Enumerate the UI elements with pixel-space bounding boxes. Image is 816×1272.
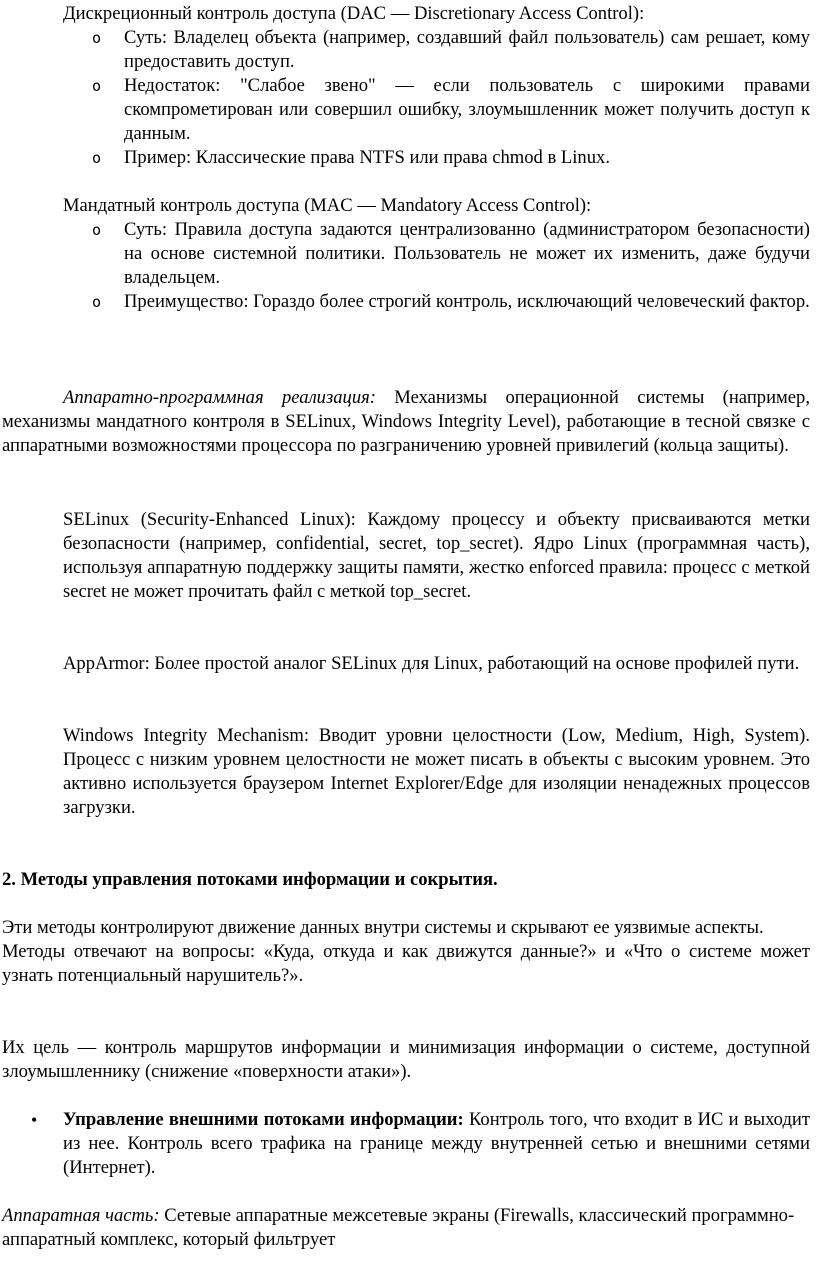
hardware-text: Сетевые аппаратные межсетевые экраны (Firewalls, классический программно-аппаратный комплекс, который фильтрует (2, 1205, 795, 1250)
section-2-goal (0, 1036, 816, 1084)
mac-list (0, 218, 816, 314)
apparmor-paragraph: AppArmor: Более простой аналог SELinux для Linux, работающий на основе профилей пути. (63, 653, 800, 674)
hw-sw-label: Аппаратно-программная реализация: (63, 387, 376, 408)
hw-sw-paragraph (0, 386, 816, 458)
mac-item-text: Суть: Правила доступа задаются централизованно (администратором безопасности) на основе системной политики. Пользователь не может их изменить, даже будучи владельцем. (124, 219, 810, 288)
dac-title: Дискреционный контроль доступа (DAC — Discretionary Access Control): (63, 3, 645, 24)
wim-paragraph: Windows Integrity Mechanism: Вводит уровни целостности (Low, Medium, High, System). Процесс с низким уровнем целостности не может писать в объекты с высоким уровнем. Это активно используется браузером Internet Explorer/Edge для изоляции ненадежных процессов загрузки. (63, 725, 810, 818)
list-marker: o (92, 29, 102, 47)
list-marker: o (92, 293, 102, 311)
list-marker: o (92, 149, 102, 167)
hardware-section (0, 1204, 816, 1252)
section-2-intro (0, 916, 816, 988)
mac-item-essence (0, 218, 816, 290)
bullet-label: Управление внешними потоками информации: (63, 1109, 464, 1130)
dac-section (0, 2, 816, 170)
list-marker: o (92, 77, 102, 95)
mac-section (0, 194, 816, 314)
section-2-bullets (0, 1108, 816, 1180)
hw-sw-text: Механизмы операционной системы (например, механизмы мандатного контроля в SELinux, Windows Integrity Level), работающие в тесной связке с аппаратными возможностями процессора по разграничению уровней привилегий (кольца защиты). (2, 387, 810, 456)
section-2-paragraph-3: Их цель — контроль маршрутов информации и минимизация информации о системе, доступной злоумышленнику (снижение «поверхности атаки»). (2, 1037, 810, 1082)
wim-section (0, 724, 816, 820)
dac-item-example (0, 146, 816, 170)
mac-item-text: Преимущество: Гораздо более строгий контроль, исключающий человеческий фактор. (124, 291, 810, 312)
dac-item-text: Суть: Владелец объекта (например, создавший файл пользователь) сам решает, кому предоставить доступ. (124, 27, 810, 72)
hardware-label: Аппаратная часть: (2, 1205, 160, 1226)
bullet-text: Контроль того, что входит в ИС и выходит из нее. Контроль всего трафика на границе между внутренней сетью и внешними сетями (Интернет). (63, 1109, 810, 1178)
hw-sw-section (0, 386, 816, 458)
apparmor-section (0, 652, 816, 676)
selinux-section (0, 508, 816, 604)
hardware-paragraph (0, 1204, 816, 1252)
section-2 (0, 868, 816, 892)
dac-item-drawback (0, 74, 816, 146)
dac-list (0, 26, 816, 170)
section-2-paragraph-1: Эти методы контролируют движение данных внутри системы и скрывают ее уязвимые аспекты. (2, 917, 764, 938)
bullet-marker: • (31, 1110, 38, 1130)
dac-item-text: Недостаток: "Слабое звено" — если пользователь с широкими правами скомпрометирован или совершил ошибку, злоумышленник может получить доступ к данным. (124, 75, 810, 144)
dac-item-essence (0, 26, 816, 74)
dac-item-text: Пример: Классические права NTFS или права chmod в Linux. (124, 147, 610, 168)
selinux-paragraph: SELinux (Security-Enhanced Linux): Каждому процессу и объекту присваиваются метки безопасности (например, confidential, secret, top_secret). Ядро Linux (программная часть), используя аппаратную поддержку защиты памяти, жестко enforced правила: процесс с меткой secret не может прочитать файл с меткой top_secret. (63, 509, 810, 602)
section-2-paragraph-2: Методы отвечают на вопросы: «Куда, откуда и как движутся данные?» и «Что о системе может узнать потенциальный нарушитель?». (2, 941, 810, 986)
section-2-heading: 2. Методы управления потоками информации и сокрытия. (2, 869, 498, 890)
list-marker: o (92, 221, 102, 239)
bullet-external-flows (0, 1108, 816, 1180)
mac-item-advantage (0, 290, 816, 314)
mac-title: Мандатный контроль доступа (MAC — Mandatory Access Control): (63, 195, 592, 216)
